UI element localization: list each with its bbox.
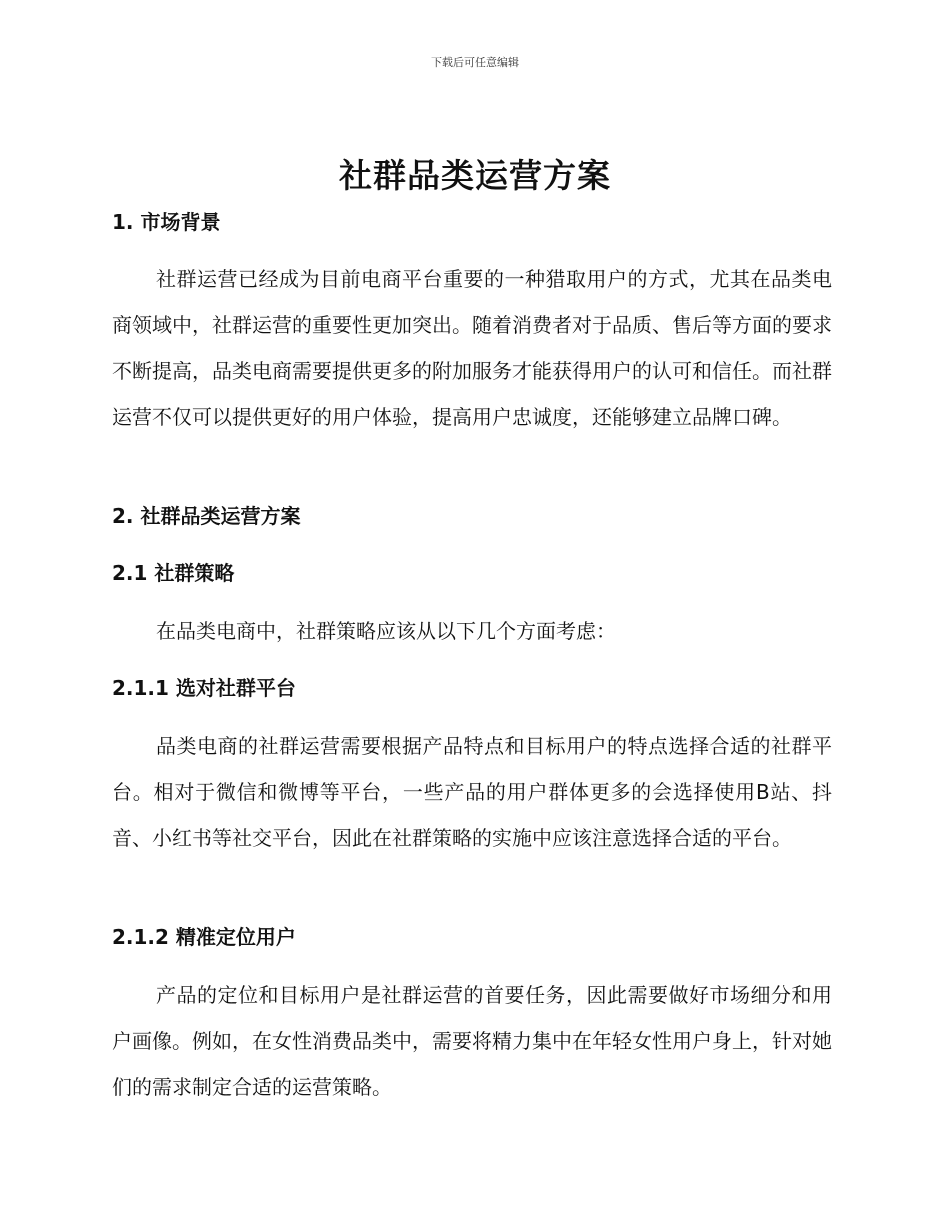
header-note: 下载后可任意编辑 xyxy=(431,56,519,69)
section-2-1-heading-block xyxy=(112,559,832,587)
section-2-1-1-heading: 2.1.1 选对社群平台 xyxy=(112,676,296,700)
section-2-1-heading: 2.1 社群策略 xyxy=(112,561,235,585)
section-2-1-paragraph: 在品类电商中，社群策略应该从以下几个方面考虑： xyxy=(156,619,616,643)
section-1-paragraph: 社群运营已经成为目前电商平台重要的一种猎取用户的方式，尤其在品类电商领域中，社群运营的重要性更加突出。随着消费者对于品质、售后等方面的要求不断提高，品类电商需要提供更多的附加服务才能获得用户的认可和信任。而社群运营不仅可以提供更好的用户体验，提高用户忠诚度，还能够建立品牌口碑。 xyxy=(112,267,832,429)
section-1-heading-block xyxy=(112,208,832,236)
section-2-1-2-body-block xyxy=(112,972,832,1110)
section-2-1-2-heading-block xyxy=(112,923,832,951)
document-title: 社群品类运营方案 xyxy=(339,156,611,195)
section-1-heading: 1. 市场背景 xyxy=(112,210,221,234)
section-2-1-2-paragraph: 产品的定位和目标用户是社群运营的首要任务，因此需要做好市场细分和用户画像。例如，在女性消费品类中，需要将精力集中在年轻女性用户身上，针对她们的需求制定合适的运营策略。 xyxy=(112,983,832,1099)
section-1-body-block xyxy=(112,256,832,440)
section-2-1-1-body-block xyxy=(112,723,832,861)
section-2-heading: 2. 社群品类运营方案 xyxy=(112,504,301,528)
section-2-1-1-heading-block xyxy=(112,674,832,702)
section-2-1-body-block xyxy=(112,608,832,654)
section-2-1-1-paragraph: 品类电商的社群运营需要根据产品特点和目标用户的特点选择合适的社群平台。相对于微信和微博等平台，一些产品的用户群体更多的会选择使用B站、抖音、小红书等社交平台，因此在社群策略的实施中应该注意选择合适的平台。 xyxy=(112,734,832,850)
section-2-1-2-heading: 2.1.2 精准定位用户 xyxy=(112,925,296,949)
section-2-heading-block xyxy=(112,502,832,530)
